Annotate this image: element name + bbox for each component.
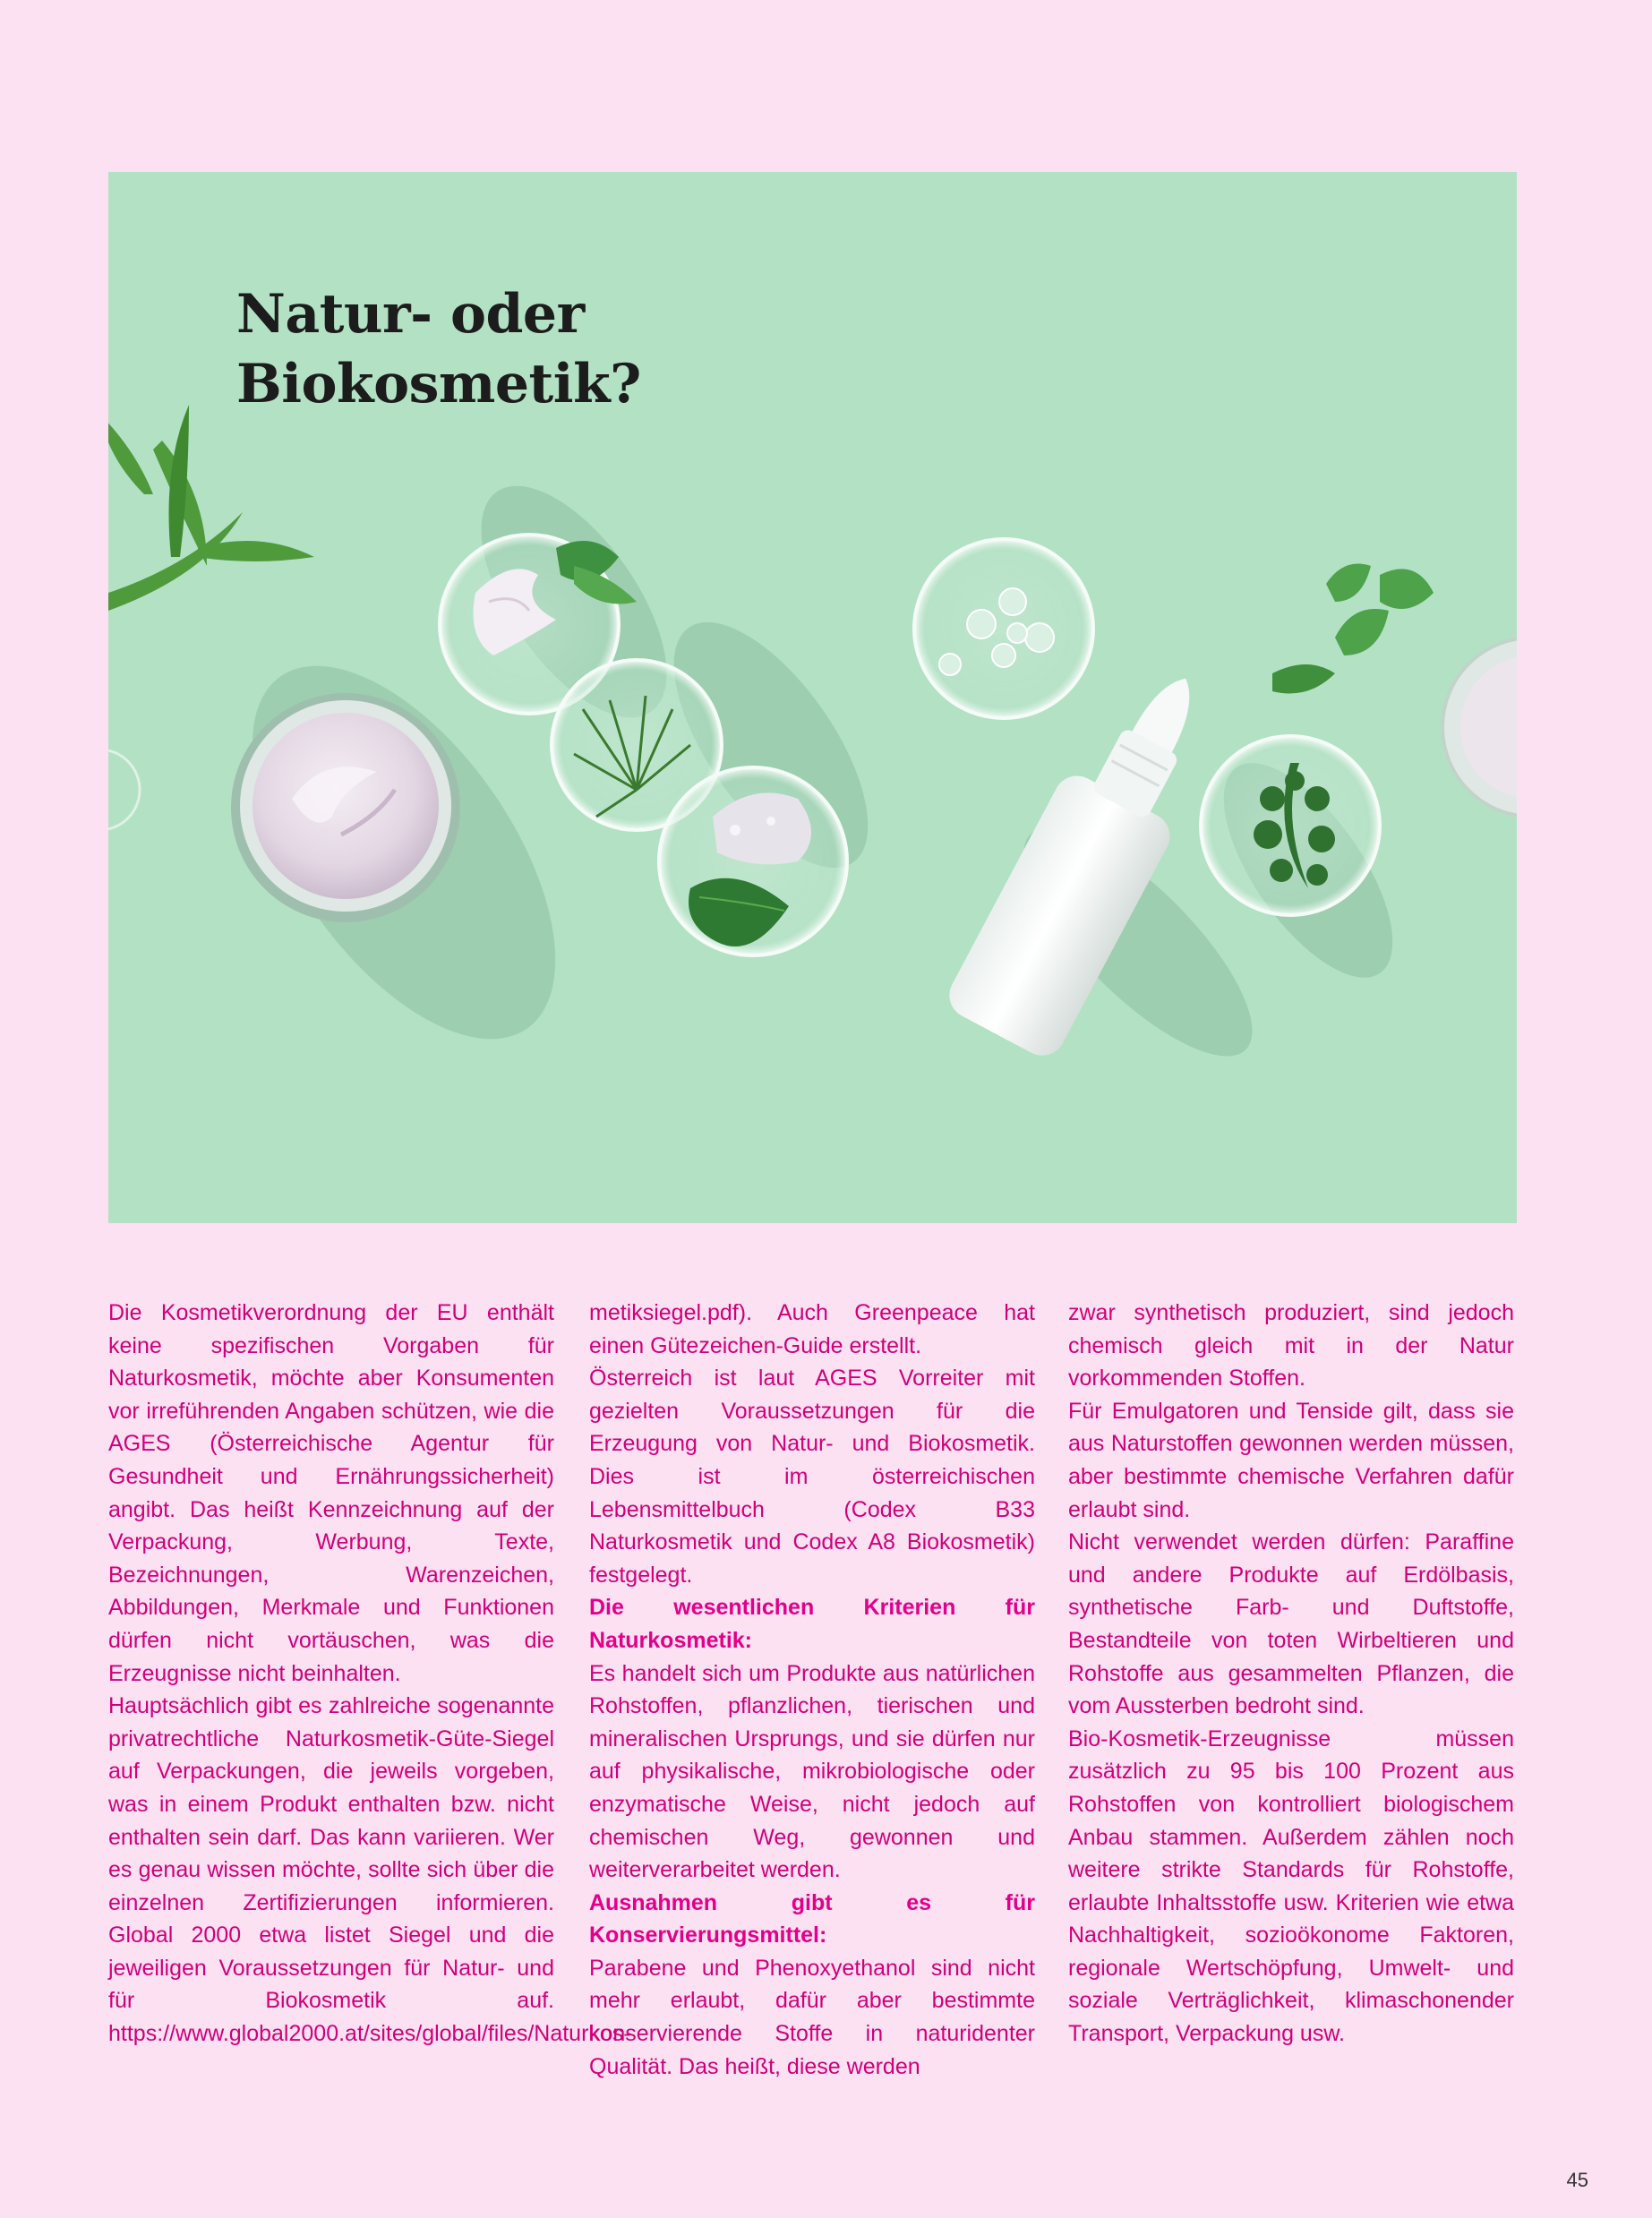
page-number: 45 bbox=[1566, 2169, 1588, 2191]
herb-right bbox=[1272, 564, 1434, 694]
text-column-3 bbox=[1068, 1297, 1514, 2051]
paragraph: Hauptsächlich gibt es zahlreiche sogenannte privatrechtliche Naturkosmetik-Güte-Siegel auf Verpackungen, die jeweils vorgeben, was in einem Produkt enthalten bzw. nicht enthalten sein darf. Das kann variieren. Wer es genau wissen möchte, sollte sich über die einzelnen Zertifizierungen informieren. Global 2000 etwa listet Siegel und die jeweiligen Voraussetzungen für Natur- und für Biokosmetik auf. https://www.global2000.at/sites/global/files/Naturkos- bbox=[108, 1693, 631, 2047]
text-column-1 bbox=[108, 1297, 631, 2051]
paragraph: metiksiegel.pdf). Auch Greenpeace hat einen Gütezeichen-Guide erstellt. bbox=[589, 1300, 1035, 1358]
paragraph: Es handelt sich um Produkte aus natürlichen Rohstoffen, pflanzlichen, tierischen und mineralischen Ursprungs, und sie dürfen nur auf physikalische, mikrobiologische oder enzymatische Weise, nicht jedoch auf chemischen Weg, gewonnen und weiterverarbeitet werden. bbox=[589, 1660, 1035, 1883]
dish-gel-drops bbox=[914, 539, 1093, 718]
article-title bbox=[236, 279, 641, 419]
subheading: Ausnahmen gibt es für Konservierungsmittel: bbox=[589, 1889, 1035, 1948]
paragraph: Österreich ist laut AGES Vorreiter mit gezielten Voraussetzungen für die Erzeugung von Natur- und Biokosmetik. Dies ist im österreichischen Lebensmittelbuch (Codex B33 Naturkosmetik und Codex A8 Biokosmetik) festgelegt. bbox=[589, 1366, 1035, 1588]
paragraph: Nicht verwendet werden dürfen: Paraffine und andere Produkte auf Erdölbasis, synthetische Farb- und Duftstoffe, Bestandteile von toten Wirbeltieren und Rohstoffe aus gesammelten Pflanzen, die vom Aussterben bedroht sind. bbox=[1068, 1529, 1514, 1719]
herb-left bbox=[108, 405, 314, 611]
article-title-line-2: Biokosmetik? bbox=[236, 353, 641, 415]
article-title-line-1: Natur- oder bbox=[236, 283, 585, 346]
hero-photo bbox=[108, 172, 1517, 1223]
dish-fern bbox=[1201, 736, 1380, 915]
paragraph: zwar synthetisch produziert, sind jedoch chemisch gleich mit in der Natur vorkommenden Stoffen. bbox=[1068, 1300, 1514, 1392]
paragraph: Bio-Kosmetik-Erzeugnisse müssen zusätzlich zu 95 bis 100 Prozent aus Rohstoffen von kontrolliert biologischem Anbau stammen. Außerdem zählen noch weitere strikte Standards für Rohstoffe, erlaubte Inhaltsstoffe usw. Kriterien wie etwa Nachhaltigkeit, sozioökonome Faktoren, regionale Wertschöpfung, Umwelt- und soziale Verträglichkeit, klimaschonender Transport, Verpackung usw. bbox=[1068, 1726, 1514, 2047]
subheading: Die wesentlichen Kriterien für Naturkosmetik: bbox=[589, 1595, 1035, 1653]
paragraph: Die Kosmetikverordnung der EU enthält keine spezifischen Vorgaben für Naturkosmetik, möchte aber Konsumenten vor irreführenden Angaben schützen, wie die AGES (Österreichische Agentur für Gesundheit und Ernährungssicherheit) angibt. Das heißt Kennzeichnung auf der Verpackung, Werbung, Texte, Bezeichnungen, Warenzeichen, Abbildungen, Merkmale und Funktionen dürfen nicht vortäuschen, was die Erzeugnisse nicht beinhalten. bbox=[108, 1300, 554, 1686]
text-column-2 bbox=[589, 1297, 1035, 2083]
cream-jar bbox=[231, 693, 460, 922]
paragraph: Für Emulgatoren und Tenside gilt, dass sie aus Naturstoffen gewonnen werden müssen, aber bestimmte chemische Verfahren dafür erlaubt sind. bbox=[1068, 1398, 1514, 1522]
paragraph: Parabene und Phenoxyethanol sind nicht mehr erlaubt, dafür aber bestimmte konservierende Stoffe in naturidenter Qualität. Das heißt, diese werden bbox=[589, 1955, 1035, 2079]
jar-right-edge bbox=[1442, 638, 1517, 817]
dish-powder bbox=[659, 767, 847, 955]
